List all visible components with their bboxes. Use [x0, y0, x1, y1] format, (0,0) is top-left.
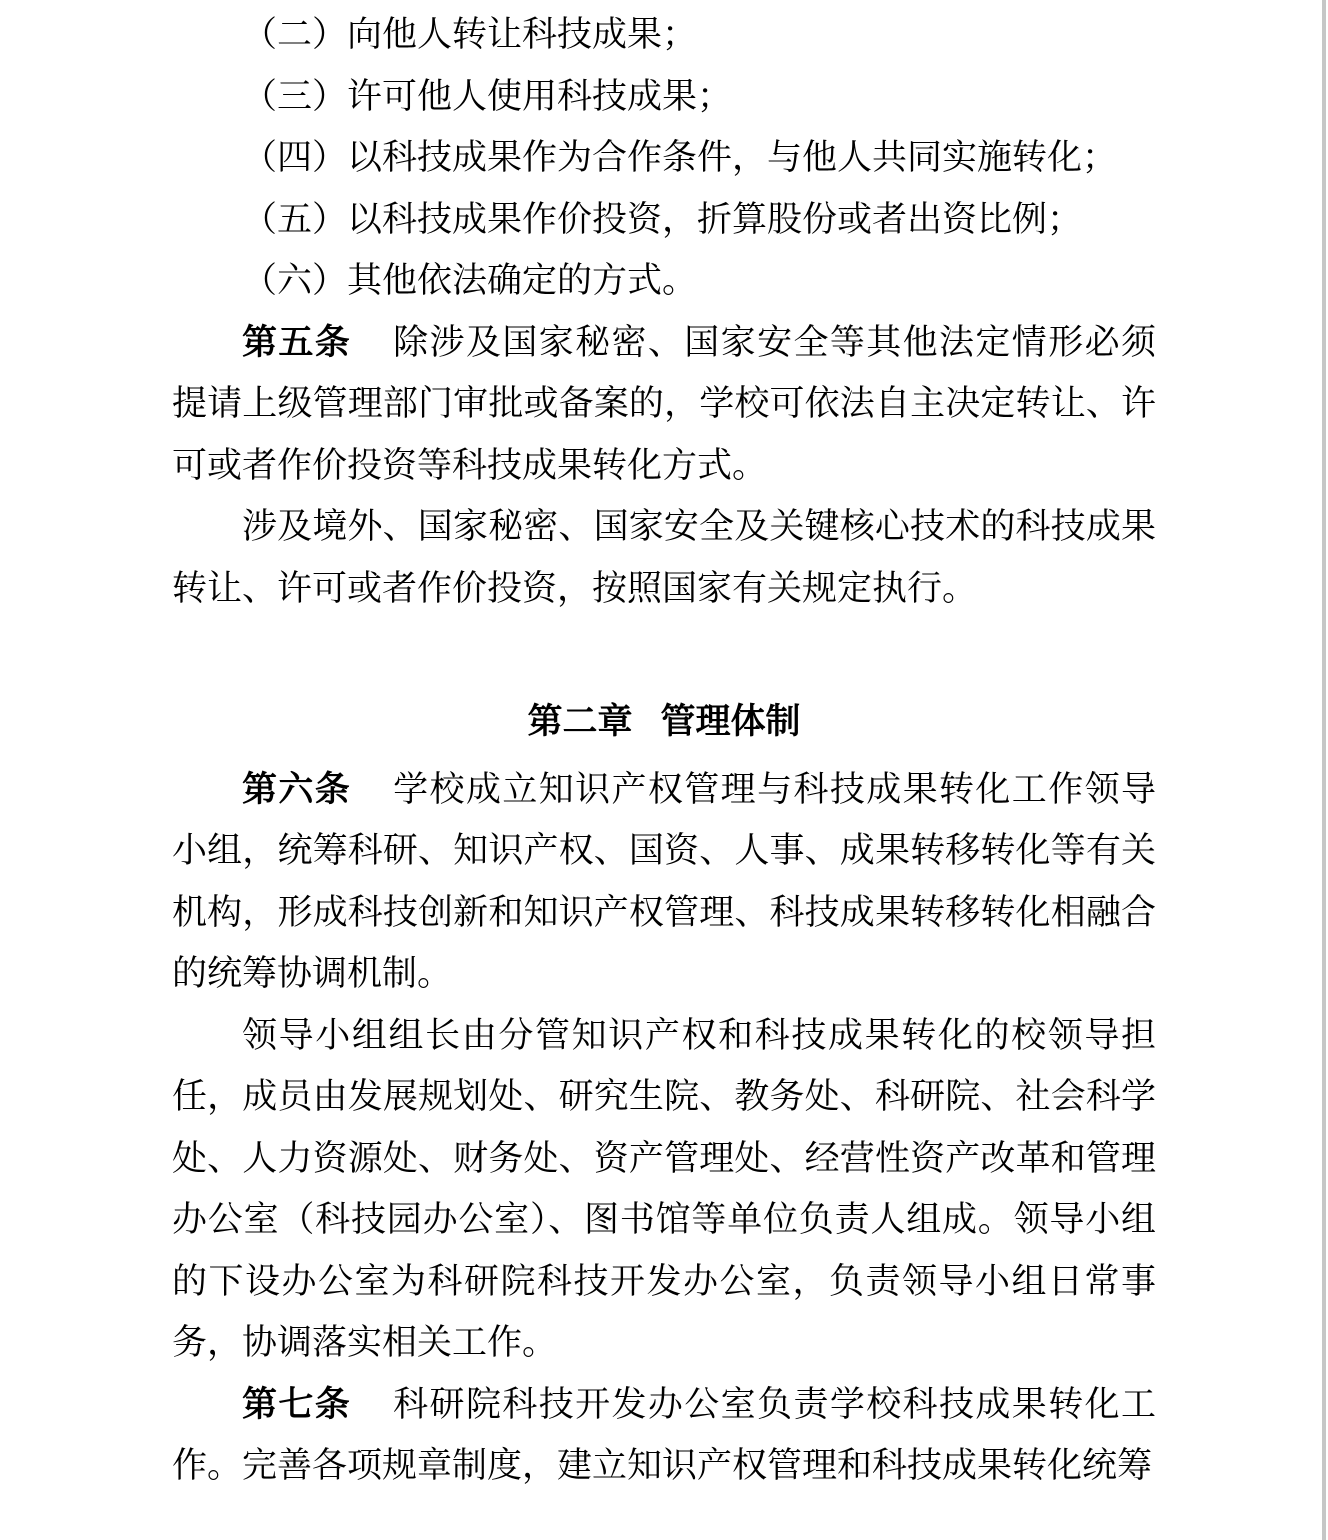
chapter-2-number: 第二章	[527, 702, 633, 741]
article-7-paragraph	[172, 1374, 1156, 1497]
list-item: （三）许可他人使用科技成果；	[242, 76, 733, 116]
article-6-label: 第六条	[242, 769, 352, 809]
document-text-area	[172, 4, 1156, 1497]
article-5-paragraph-2: 涉及境外、国家秘密、国家安全及关键核心技术的科技成果转让、许可或者作价投资，按照国家有关规定执行。	[172, 507, 1156, 608]
article-5-paragraph	[172, 312, 1156, 497]
article-6-paragraph	[172, 759, 1156, 1005]
page-edge-line	[1322, 0, 1326, 1540]
article-5-text: 除涉及国家秘密、国家安全等其他法定情形必须提请上级管理部门审批或备案的，学校可依法自主决定转让、许可或者作价投资等科技成果转化方式。	[172, 322, 1156, 485]
article-6-paragraph-2: 领导小组组长由分管知识产权和科技成果转化的校领导担任，成员由发展规划处、研究生院、教务处、科研院、社会科学处、人力资源处、财务处、资产管理处、经营性资产改革和管理办公室（科技园办公室）、图书馆等单位负责人组成。领导小组的下设办公室为科研院科技开发办公室，负责领导小组日常事务，协调落实相关工作。	[172, 1015, 1156, 1362]
list-item: （二）向他人转让科技成果；	[242, 15, 698, 54]
list-item: （五）以科技成果作价投资，折算股份或者出资比例；	[242, 199, 1083, 239]
chapter-2-title: 管理体制	[660, 702, 801, 741]
article-7-text: 科研院科技开发办公室负责学校科技成果转化工作。完善各项规章制度，建立知识产权管理和科技成果转化统筹	[172, 1384, 1156, 1485]
list-item: （四）以科技成果作为合作条件，与他人共同实施转化；	[242, 138, 1118, 177]
article-6-text: 学校成立知识产权管理与科技成果转化工作领导小组，统筹科研、知识产权、国资、人事、成果转移转化等有关机构，形成科技创新和知识产权管理、科技成果转移转化相融合的统筹协调机制。	[172, 769, 1156, 993]
chapter-2-heading	[172, 691, 1156, 753]
article-5-label: 第五条	[242, 322, 352, 362]
list-item: （六）其他依法确定的方式。	[242, 261, 698, 300]
article-7-label: 第七条	[242, 1384, 352, 1424]
